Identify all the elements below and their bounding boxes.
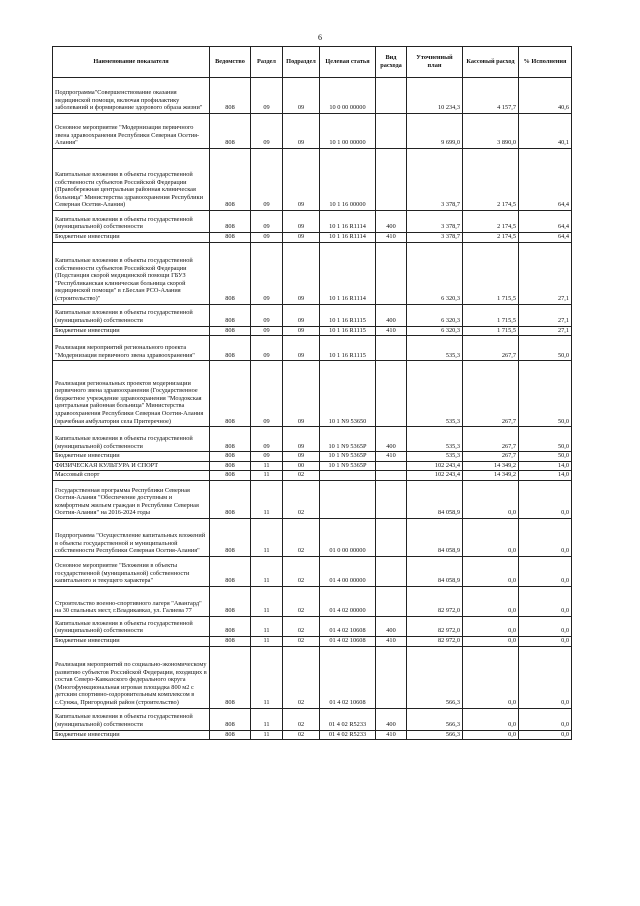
row-name: Капитальные вложения в объекты государственной (муниципальной) собственности	[53, 211, 210, 233]
row-podrazdel: 09	[283, 304, 320, 326]
row-razdel: 11	[251, 471, 283, 481]
row-razdel: 11	[251, 586, 283, 616]
row-cash: 2 174,5	[463, 233, 519, 243]
row-expense-type	[376, 646, 407, 708]
row-plan: 535,3	[407, 452, 463, 462]
row-razdel: 09	[251, 304, 283, 326]
row-ved: 808	[210, 556, 251, 586]
row-name: Массовый спорт	[53, 471, 210, 481]
row-percent: 50,0	[519, 361, 572, 427]
table-row	[53, 211, 572, 233]
row-target-item: 01 4 02 R5233	[320, 730, 376, 740]
row-ved: 808	[210, 326, 251, 336]
row-podrazdel: 09	[283, 452, 320, 462]
row-expense-type	[376, 114, 407, 149]
row-podrazdel: 02	[283, 708, 320, 730]
row-expense-type: 400	[376, 304, 407, 326]
row-percent: 27,1	[519, 326, 572, 336]
header-percent: % Исполнения	[519, 47, 572, 78]
row-cash: 0,0	[463, 586, 519, 616]
header-podrazdel: Подраздел	[283, 47, 320, 78]
row-cash: 1 715,5	[463, 326, 519, 336]
row-cash: 267,7	[463, 427, 519, 452]
row-cash: 267,7	[463, 361, 519, 427]
row-podrazdel: 09	[283, 242, 320, 304]
row-target-item: 10 1 N9 5365P	[320, 461, 376, 471]
row-razdel: 09	[251, 326, 283, 336]
row-target-item: 01 4 02 00000	[320, 586, 376, 616]
table-row	[53, 149, 572, 211]
row-cash: 0,0	[463, 646, 519, 708]
row-ved: 808	[210, 730, 251, 740]
row-podrazdel: 02	[283, 616, 320, 636]
row-expense-type	[376, 361, 407, 427]
row-cash: 0,0	[463, 480, 519, 518]
row-name: Основное мероприятие "Модернизация первичного звена здравоохранения Республики Северная Осетия-Алания"	[53, 114, 210, 149]
row-cash: 0,0	[463, 636, 519, 646]
row-cash: 1 715,5	[463, 304, 519, 326]
row-name: Бюджетные инвестиции	[53, 326, 210, 336]
row-expense-type: 400	[376, 211, 407, 233]
row-target-item: 10 1 16 R1114	[320, 211, 376, 233]
row-percent: 14,0	[519, 471, 572, 481]
row-expense-type	[376, 586, 407, 616]
row-target-item: 01 0 00 00000	[320, 518, 376, 556]
table-row	[53, 636, 572, 646]
row-target-item: 01 4 02 10608	[320, 616, 376, 636]
row-ved: 808	[210, 304, 251, 326]
row-podrazdel: 09	[283, 336, 320, 361]
table-row	[53, 556, 572, 586]
row-name: Бюджетные инвестиции	[53, 452, 210, 462]
row-percent: 50,0	[519, 427, 572, 452]
row-name: Строительство военно-спортивного лагеря "Авангард" на 30 спальных мест, г.Владикавказ, ул. Галиева 77	[53, 586, 210, 616]
row-percent: 64,4	[519, 211, 572, 233]
row-ved: 808	[210, 586, 251, 616]
row-cash: 3 890,0	[463, 114, 519, 149]
row-expense-type	[376, 518, 407, 556]
row-percent: 0,0	[519, 708, 572, 730]
table-row	[53, 480, 572, 518]
table-row	[53, 471, 572, 481]
row-razdel: 09	[251, 452, 283, 462]
row-cash: 0,0	[463, 616, 519, 636]
row-ved: 808	[210, 708, 251, 730]
row-ved: 808	[210, 233, 251, 243]
row-podrazdel: 02	[283, 586, 320, 616]
row-cash: 267,7	[463, 336, 519, 361]
table-row	[53, 730, 572, 740]
row-percent: 0,0	[519, 730, 572, 740]
row-podrazdel: 02	[283, 471, 320, 481]
row-percent: 64,4	[519, 233, 572, 243]
row-target-item: 10 1 16 R1115	[320, 326, 376, 336]
row-cash: 1 715,5	[463, 242, 519, 304]
table-row	[53, 427, 572, 452]
row-expense-type	[376, 149, 407, 211]
row-name: Подпрограмма"Совершенствование оказания медицинской помощи, включая профилактику заболеваний и формирование здорового образа жизни"	[53, 78, 210, 114]
row-target-item: 10 1 16 R1115	[320, 336, 376, 361]
row-razdel: 11	[251, 556, 283, 586]
row-razdel: 11	[251, 616, 283, 636]
table-row	[53, 78, 572, 114]
budget-table	[52, 46, 572, 740]
row-podrazdel: 09	[283, 427, 320, 452]
row-percent: 0,0	[519, 586, 572, 616]
table-row	[53, 452, 572, 462]
row-plan: 84 058,9	[407, 518, 463, 556]
row-ved: 808	[210, 211, 251, 233]
row-plan: 84 058,9	[407, 480, 463, 518]
row-expense-type	[376, 480, 407, 518]
table-row	[53, 242, 572, 304]
row-plan: 84 058,9	[407, 556, 463, 586]
row-podrazdel: 02	[283, 636, 320, 646]
table-row	[53, 586, 572, 616]
table-row	[53, 708, 572, 730]
row-plan: 535,3	[407, 427, 463, 452]
row-razdel: 09	[251, 78, 283, 114]
row-podrazdel: 09	[283, 114, 320, 149]
row-target-item	[320, 471, 376, 481]
row-expense-type	[376, 461, 407, 471]
row-razdel: 11	[251, 480, 283, 518]
row-plan: 3 378,7	[407, 211, 463, 233]
row-target-item: 10 1 00 00000	[320, 114, 376, 149]
row-name: Реализация мероприятий регионального проекта "Модернизация первичного звена здравоохранения"	[53, 336, 210, 361]
row-target-item: 10 1 N9 53650	[320, 361, 376, 427]
row-ved: 808	[210, 616, 251, 636]
row-cash: 2 174,5	[463, 149, 519, 211]
row-percent: 0,0	[519, 556, 572, 586]
row-name: Бюджетные инвестиции	[53, 730, 210, 740]
row-target-item: 10 1 16 R1114	[320, 242, 376, 304]
row-ved: 808	[210, 242, 251, 304]
row-percent: 0,0	[519, 636, 572, 646]
row-ved: 808	[210, 471, 251, 481]
table-row	[53, 326, 572, 336]
row-plan: 535,3	[407, 336, 463, 361]
row-podrazdel: 09	[283, 211, 320, 233]
row-expense-type: 410	[376, 730, 407, 740]
row-percent: 0,0	[519, 616, 572, 636]
row-name: Подпрограмма "Осуществление капитальных вложений в объекты государственной и муниципальной собственности Республики Северная Осетия-Алания"	[53, 518, 210, 556]
row-cash: 14 349,2	[463, 461, 519, 471]
row-name: ФИЗИЧЕСКАЯ КУЛЬТУРА И СПОРТ	[53, 461, 210, 471]
row-expense-type: 400	[376, 427, 407, 452]
row-expense-type: 410	[376, 326, 407, 336]
table-row	[53, 646, 572, 708]
row-expense-type: 400	[376, 616, 407, 636]
row-plan: 82 972,0	[407, 616, 463, 636]
row-percent: 40,1	[519, 114, 572, 149]
row-razdel: 11	[251, 461, 283, 471]
header-cash: Кассовый расход	[463, 47, 519, 78]
row-ved: 808	[210, 518, 251, 556]
header-row	[53, 47, 572, 78]
row-expense-type	[376, 556, 407, 586]
row-expense-type	[376, 336, 407, 361]
row-percent: 64,4	[519, 149, 572, 211]
row-expense-type	[376, 242, 407, 304]
row-plan: 566,3	[407, 646, 463, 708]
row-ved: 808	[210, 149, 251, 211]
row-expense-type: 410	[376, 233, 407, 243]
row-razdel: 11	[251, 518, 283, 556]
row-name: Бюджетные инвестиции	[53, 233, 210, 243]
row-target-item: 01 4 02 R5233	[320, 708, 376, 730]
row-ved: 808	[210, 452, 251, 462]
row-razdel: 09	[251, 242, 283, 304]
row-plan: 535,3	[407, 361, 463, 427]
row-podrazdel: 02	[283, 730, 320, 740]
row-plan: 3 378,7	[407, 149, 463, 211]
row-percent: 27,1	[519, 304, 572, 326]
table-row	[53, 461, 572, 471]
row-target-item: 10 1 16 R1114	[320, 233, 376, 243]
row-name: Реализация мероприятий по социально-экономическому развитию субъектов Российской Федерации, входящих в состав Северо-Кавказского федерального округа (Многофункциональная игровая площадка 800 м2 с детским спортивно-оздоровительным комплексом в с.Сунжа, Пригородный район (строительство)	[53, 646, 210, 708]
row-razdel: 11	[251, 708, 283, 730]
row-name: Капитальные вложения в объекты государственной собственности субъектов Российской Федерации (Подстанция скорой медицинской помощи ГБУЗ "Республиканская клиническая больница скорой медицинской помощи" в г.Беслан РСО-Алания (строительство)"	[53, 242, 210, 304]
row-percent: 50,0	[519, 336, 572, 361]
row-expense-type: 410	[376, 636, 407, 646]
row-podrazdel: 02	[283, 646, 320, 708]
table-row	[53, 233, 572, 243]
row-plan: 566,3	[407, 730, 463, 740]
row-plan: 6 320,3	[407, 326, 463, 336]
row-target-item	[320, 480, 376, 518]
row-expense-type: 400	[376, 708, 407, 730]
row-target-item: 10 0 00 00000	[320, 78, 376, 114]
row-name: Капитальные вложения в объекты государственной собственности субъектов Российской Федерации (Правобережная центральная районная клиническая больница" Министерства здравоохранения Республики Северная Осетия-Алания)	[53, 149, 210, 211]
row-razdel: 09	[251, 361, 283, 427]
row-name: Государственная программа Республики Северная Осетия-Алания "Обеспечение доступным и комфортным жильем граждан в Республике Северная Осетия-Алания" на 2016-2024 годы	[53, 480, 210, 518]
row-name: Бюджетные инвестиции	[53, 636, 210, 646]
row-name: Капитальные вложения в объекты государственной (муниципальной) собственности	[53, 427, 210, 452]
table-row	[53, 114, 572, 149]
header-razdel: Раздел	[251, 47, 283, 78]
row-podrazdel: 09	[283, 78, 320, 114]
row-podrazdel: 09	[283, 149, 320, 211]
row-ved: 808	[210, 427, 251, 452]
row-name: Основное мероприятие "Вложения в объекты государственной (муниципальной) собственности капитального и текущего характера"	[53, 556, 210, 586]
header-name: Наименование показателя	[53, 47, 210, 78]
row-ved: 808	[210, 114, 251, 149]
row-cash: 0,0	[463, 556, 519, 586]
row-percent: 0,0	[519, 518, 572, 556]
row-target-item: 10 1 16 R1115	[320, 304, 376, 326]
row-name: Капитальные вложения в объекты государственной (муниципальной) собственности	[53, 616, 210, 636]
row-podrazdel: 09	[283, 326, 320, 336]
row-podrazdel: 00	[283, 461, 320, 471]
row-plan: 102 243,4	[407, 461, 463, 471]
row-percent: 14,0	[519, 461, 572, 471]
row-cash: 0,0	[463, 730, 519, 740]
row-cash: 0,0	[463, 708, 519, 730]
row-podrazdel: 02	[283, 518, 320, 556]
header-target-item: Целевая статья	[320, 47, 376, 78]
row-razdel: 09	[251, 114, 283, 149]
row-target-item: 10 1 N9 5365P	[320, 452, 376, 462]
row-target-item: 10 1 16 00000	[320, 149, 376, 211]
row-expense-type	[376, 471, 407, 481]
row-razdel: 11	[251, 636, 283, 646]
row-cash: 2 174,5	[463, 211, 519, 233]
row-razdel: 09	[251, 149, 283, 211]
row-ved: 808	[210, 636, 251, 646]
row-percent: 27,1	[519, 242, 572, 304]
row-podrazdel: 09	[283, 361, 320, 427]
header-plan: Уточненный план	[407, 47, 463, 78]
row-plan: 3 378,7	[407, 233, 463, 243]
row-cash: 0,0	[463, 518, 519, 556]
row-ved: 808	[210, 646, 251, 708]
table-row	[53, 304, 572, 326]
row-cash: 4 157,7	[463, 78, 519, 114]
row-plan: 82 972,0	[407, 586, 463, 616]
row-name: Капитальные вложения в объекты государственной (муниципальной) собственности	[53, 304, 210, 326]
row-name: Реализация региональных проектов модернизации первичного звена здравоохранения (Государственное бюджетное учреждение здравоохранения "Моздокская центральная районная больница" Министерства здравоохранения Республики Северная Осетия-Алания (врачебная амбулатория села Притеречное)	[53, 361, 210, 427]
row-target-item: 10 1 N9 5365P	[320, 427, 376, 452]
row-plan: 566,3	[407, 708, 463, 730]
row-cash: 267,7	[463, 452, 519, 462]
row-razdel: 11	[251, 730, 283, 740]
row-razdel: 11	[251, 646, 283, 708]
row-razdel: 09	[251, 233, 283, 243]
table-row	[53, 336, 572, 361]
row-plan: 102 243,4	[407, 471, 463, 481]
row-expense-type	[376, 78, 407, 114]
header-expense-type: Вид расхода	[376, 47, 407, 78]
row-podrazdel: 09	[283, 233, 320, 243]
row-plan: 6 320,3	[407, 242, 463, 304]
page-number: 6	[318, 33, 322, 42]
row-expense-type: 410	[376, 452, 407, 462]
header-ved: Ведомство	[210, 47, 251, 78]
table-row	[53, 616, 572, 636]
row-podrazdel: 02	[283, 480, 320, 518]
row-target-item: 01 4 02 10608	[320, 636, 376, 646]
row-ved: 808	[210, 78, 251, 114]
row-podrazdel: 02	[283, 556, 320, 586]
row-percent: 0,0	[519, 480, 572, 518]
row-percent: 50,0	[519, 452, 572, 462]
row-ved: 808	[210, 336, 251, 361]
row-ved: 808	[210, 461, 251, 471]
row-razdel: 09	[251, 336, 283, 361]
row-percent: 40,6	[519, 78, 572, 114]
row-plan: 6 320,3	[407, 304, 463, 326]
table-row	[53, 361, 572, 427]
row-plan: 10 234,3	[407, 78, 463, 114]
row-plan: 9 699,0	[407, 114, 463, 149]
row-ved: 808	[210, 361, 251, 427]
row-razdel: 09	[251, 211, 283, 233]
row-ved: 808	[210, 480, 251, 518]
row-razdel: 09	[251, 427, 283, 452]
row-percent: 0,0	[519, 646, 572, 708]
row-target-item: 01 4 02 10608	[320, 646, 376, 708]
row-name: Капитальные вложения в объекты государственной (муниципальной) собственности	[53, 708, 210, 730]
row-cash: 14 349,2	[463, 471, 519, 481]
row-plan: 82 972,0	[407, 636, 463, 646]
table-row	[53, 518, 572, 556]
row-target-item: 01 4 00 00000	[320, 556, 376, 586]
